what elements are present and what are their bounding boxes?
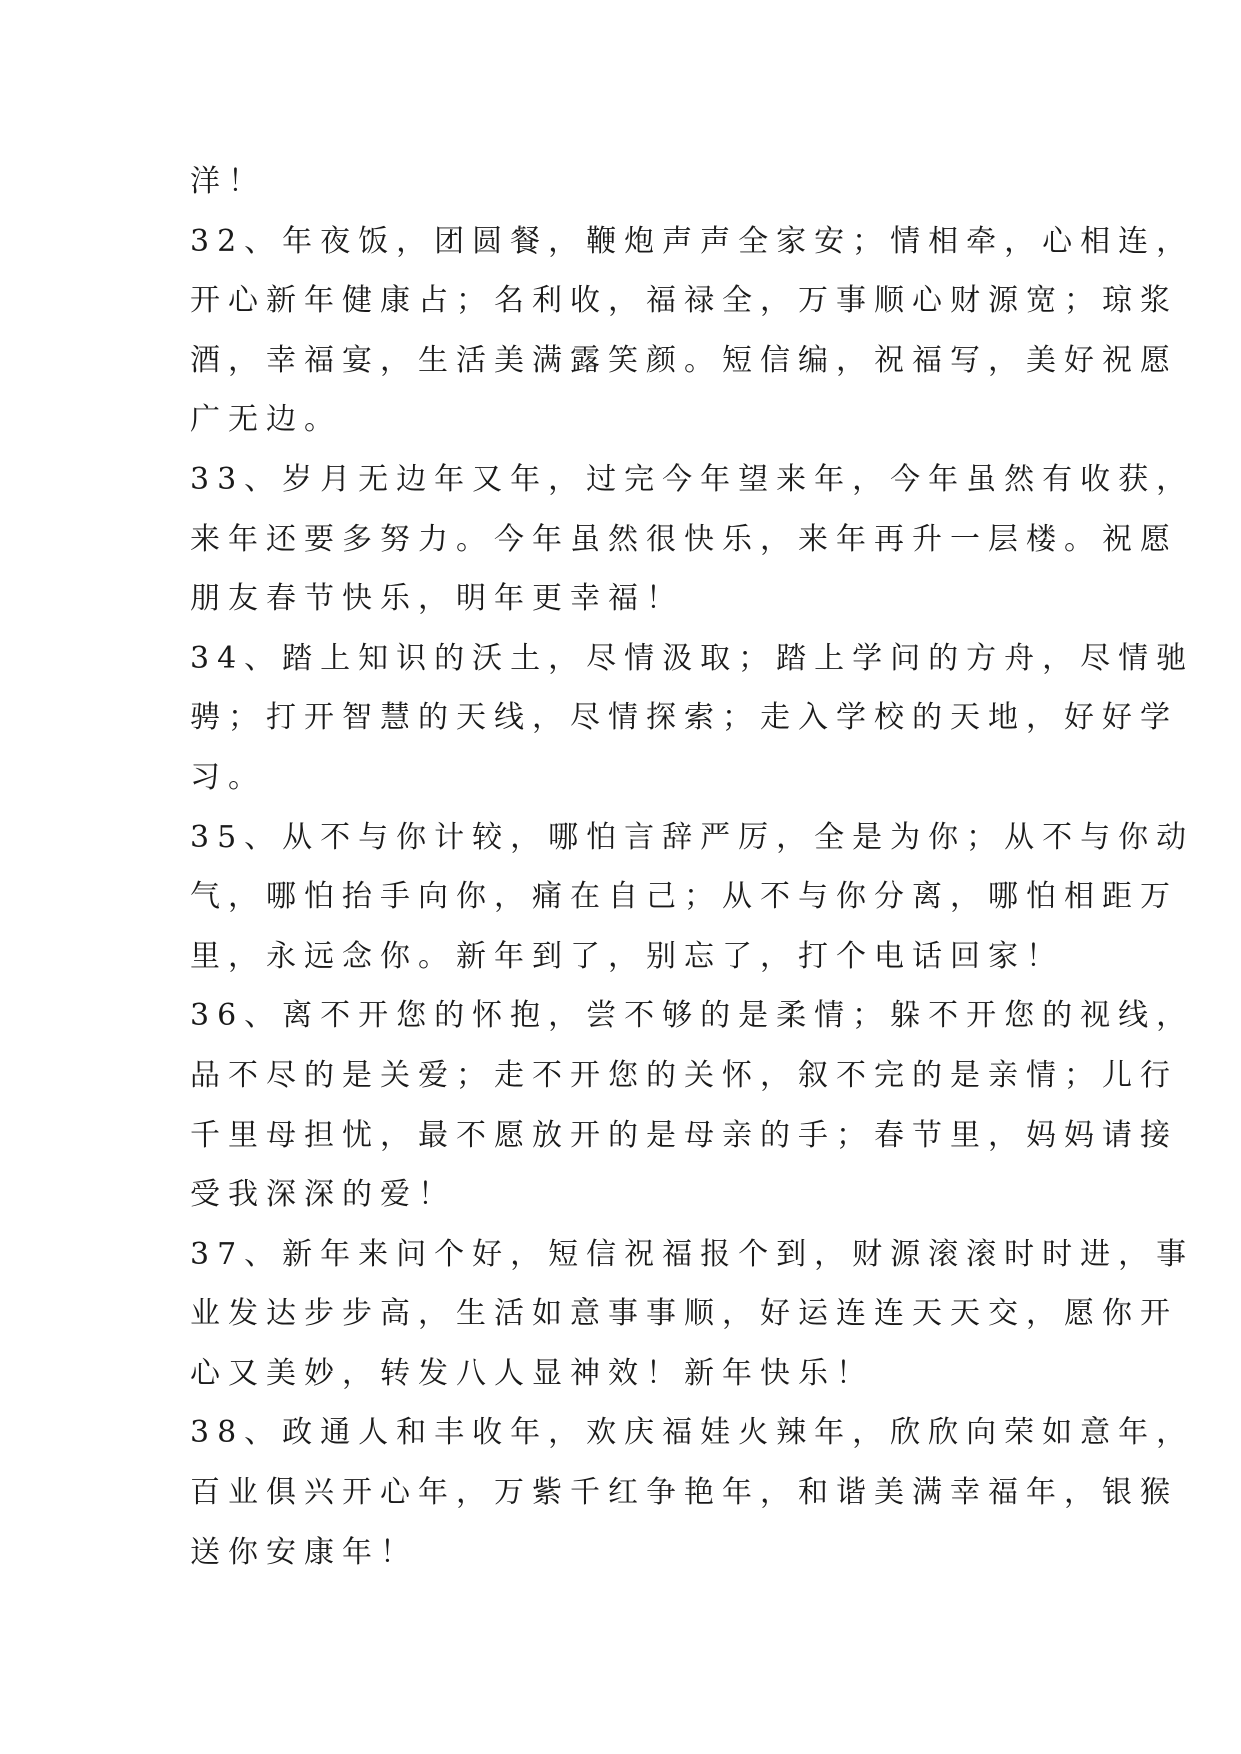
text-line: 洋！ bbox=[190, 164, 266, 199]
text-line: 业发达步步高，生活如意事事顺，好运连连天天交，愿你开 bbox=[190, 1296, 1178, 1332]
text-line: 朋友春节快乐，明年更幸福！ bbox=[190, 581, 684, 617]
text-line: 里，永远念你。新年到了，别忘了，打个电话回家！ bbox=[190, 938, 1064, 974]
text-line: 32、年夜饭，团圆餐，鞭炮声声全家安；情相牵，心相连， bbox=[190, 223, 1195, 259]
text-line: 骋；打开智慧的天线，尽情探索；走入学校的天地，好好学 bbox=[190, 700, 1178, 736]
text-line: 37、新年来问个好，短信祝福报个到，财源滚滚时时进，事 bbox=[190, 1236, 1195, 1272]
text-line: 38、政通人和丰收年，欢庆福娃火辣年，欣欣向荣如意年， bbox=[190, 1415, 1195, 1451]
text-line: 千里母担忧，最不愿放开的是母亲的手；春节里，妈妈请接 bbox=[190, 1117, 1178, 1153]
text-line: 34、踏上知识的沃土，尽情汲取；踏上学问的方舟，尽情驰 bbox=[190, 640, 1195, 676]
text-line: 送你安康年！ bbox=[190, 1534, 418, 1570]
text-line: 36、离不开您的怀抱，尝不够的是柔情；躲不开您的视线， bbox=[190, 998, 1195, 1034]
text-line: 百业俱兴开心年，万紫千红争艳年，和谐美满幸福年，银猴 bbox=[190, 1475, 1178, 1511]
text-line: 受我深深的爱！ bbox=[190, 1177, 456, 1213]
text-line: 品不尽的是关爱；走不开您的关怀，叙不完的是亲情；儿行 bbox=[190, 1057, 1178, 1093]
text-line: 气，哪怕抬手向你，痛在自己；从不与你分离，哪怕相距万 bbox=[190, 879, 1178, 915]
text-line: 广无边。 bbox=[190, 402, 342, 438]
document-body bbox=[190, 152, 1195, 1582]
text-line: 习。 bbox=[190, 759, 266, 795]
text-line: 酒，幸福宴，生活美满露笑颜。短信编，祝福写，美好祝愿 bbox=[190, 342, 1178, 378]
text-line: 心又美妙，转发八人显神效！新年快乐！ bbox=[190, 1355, 874, 1391]
text-line: 开心新年健康占；名利收，福禄全，万事顺心财源宽；琼浆 bbox=[190, 283, 1178, 319]
text-line: 35、从不与你计较，哪怕言辞严厉，全是为你；从不与你动 bbox=[190, 819, 1195, 855]
text-line: 来年还要多努力。今年虽然很快乐，来年再升一层楼。祝愿 bbox=[190, 521, 1178, 557]
text-line: 33、岁月无边年又年，过完今年望来年，今年虽然有收获， bbox=[190, 461, 1195, 497]
